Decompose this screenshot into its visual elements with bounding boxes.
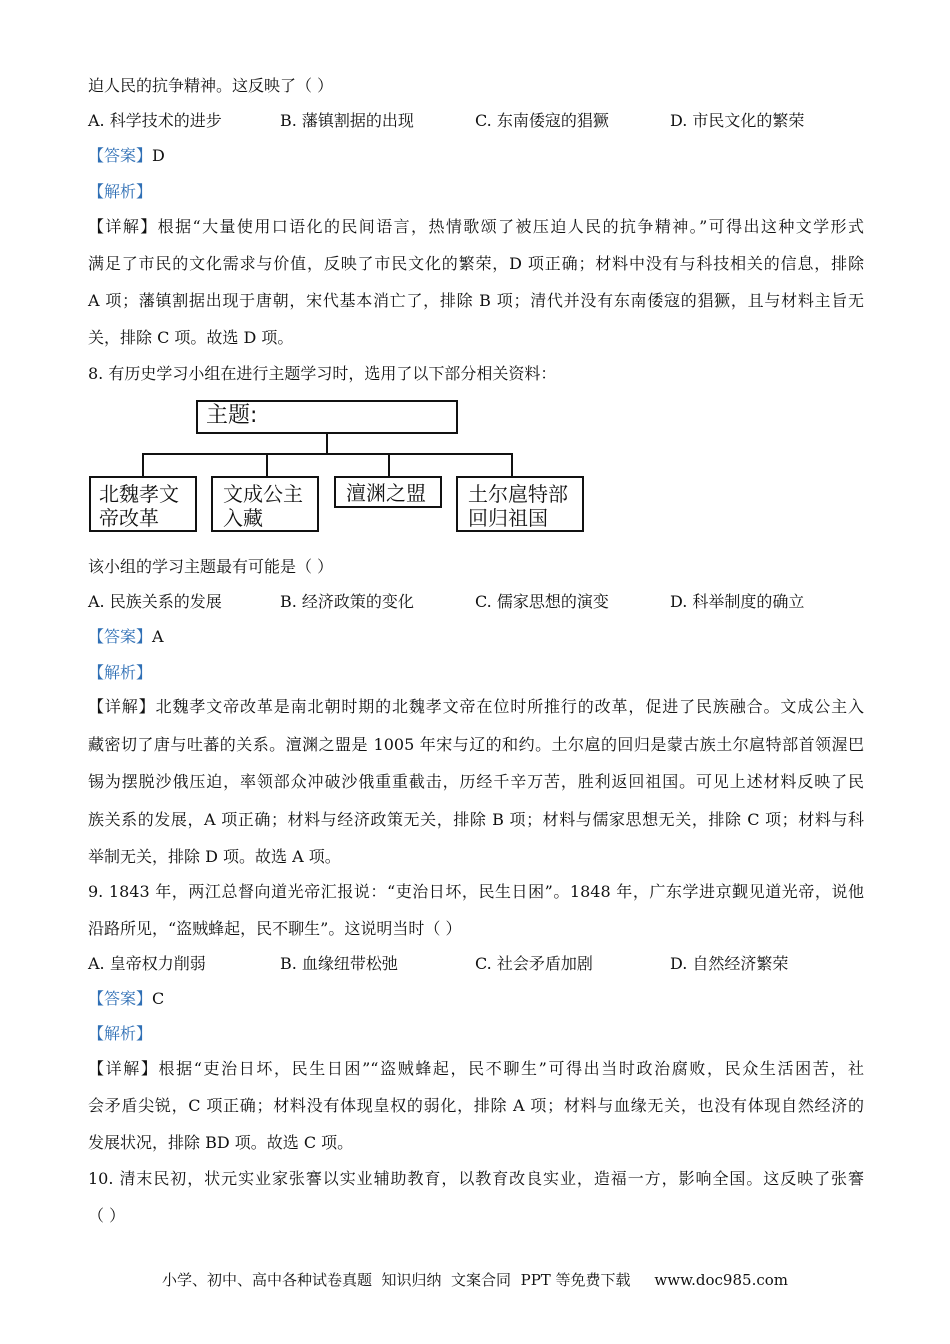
q7-options: [88, 111, 868, 131]
answer-value: D: [152, 146, 165, 165]
q8-answer: [88, 627, 864, 647]
q8-option-c: C. 儒家思想的演变: [475, 592, 609, 611]
detail-tag: 【详解】: [88, 697, 156, 716]
q7-option-c: C. 东南倭寇的猖獗: [475, 111, 609, 130]
q7-option-a: A. 科学技术的进步: [88, 111, 222, 130]
q8-stem: 8. 有历史学习小组在进行主题学习时，选用了以下部分相关资料：: [88, 364, 557, 383]
q7-detail-line-2: 满足了市民的文化需求与价值，反映了市民文化的繁荣，D 项正确；材料中没有与科技相关的信息，排除: [88, 254, 864, 273]
diagram-box-chanyuan-treaty: [334, 476, 442, 508]
q10-stem-line-2: （ ）: [88, 1206, 126, 1225]
q10-stem-line-1: 10. 清末民初，状元实业家张謇以实业辅助教育，以教育改良实业，造福一方，影响全国。这反映了张謇: [88, 1169, 864, 1188]
box-line: 澶渊之盟: [346, 481, 426, 505]
answer-tag: 【答案】: [88, 627, 153, 646]
q7-option-b: B. 藩镇割据的出现: [280, 111, 414, 130]
diagram-connector: [511, 453, 513, 476]
q7-answer: [88, 146, 864, 166]
page-footer: 小学、初中、高中各种试卷真题 知识归纳 文案合同 PPT 等免费下载 www.doc985.com: [161, 1271, 788, 1289]
diagram-box-torghut-return: [456, 476, 584, 532]
q9-answer: [88, 989, 864, 1009]
diagram-connector: [388, 453, 390, 476]
q8-detail-line-1: [88, 697, 864, 717]
q9-option-a: A. 皇帝权力削弱: [88, 954, 206, 973]
answer-value: A: [152, 627, 164, 646]
q7-detail-line-3: A 项；藩镇割据出现于唐朝，宋代基本消亡了，排除 B 项；清代并没有东南倭寇的猖獗，且与材料主旨无: [88, 291, 864, 310]
analysis-tag: 【解析】: [88, 1024, 153, 1043]
answer-tag: 【答案】: [88, 989, 153, 1008]
q9-detail-line-3: 发展状况，排除 BD 项。故选 C 项。: [88, 1133, 354, 1152]
detail-text: 北魏孝文帝改革是南北朝时期的北魏孝文帝在位时所推行的改革，促进了民族融合。文成公主入: [155, 697, 864, 716]
q9-stem-line-2: 沿路所见，“盗贼蜂起，民不聊生”。这说明当时（ ）: [88, 919, 462, 938]
diagram-box-wencheng-princess: [211, 476, 319, 532]
q8-question: 该小组的学习主题最有可能是（ ）: [88, 557, 334, 576]
q8-option-b: B. 经济政策的变化: [280, 592, 414, 611]
analysis-tag: 【解析】: [88, 663, 153, 682]
q7-analysis-tag: [88, 182, 864, 202]
q9-stem-line-1: 9. 1843 年，两江总督向道光帝汇报说：“吏治日坏，民生日困”。1848 年，广东学进京觐见道光帝，说他: [88, 882, 864, 901]
q8-detail-line-2: 藏密切了唐与吐蕃的关系。澶渊之盟是 1005 年宋与辽的和约。土尔扈的回归是蒙古族土尔扈特部首领渥巴: [88, 735, 864, 754]
diagram-title-box: [196, 400, 458, 434]
detail-tag: 【详解】: [88, 1059, 159, 1078]
diagram-connector: [266, 453, 268, 476]
diagram-title: 主题:: [206, 403, 258, 428]
q7-option-d: D. 市民文化的繁荣: [670, 111, 805, 130]
q8-detail-line-4: 族关系的发展，A 项正确；材料与经济政策无关，排除 B 项；材料与儒家思想无关，排除 C 项；材料与科: [88, 810, 864, 829]
detail-tag: 【详解】: [88, 217, 158, 236]
box-line: 北魏孝文: [99, 482, 179, 506]
q9-option-c: C. 社会矛盾加剧: [475, 954, 593, 973]
q7-stem-end: 迫人民的抗争精神。这反映了（ ）: [88, 76, 334, 95]
q8-analysis-tag: [88, 663, 864, 683]
diagram-connector: [142, 453, 512, 455]
topic-diagram: [88, 396, 588, 536]
q9-detail-line-1: [88, 1059, 864, 1079]
q7-detail-line-1: [88, 217, 864, 237]
diagram-connector: [326, 434, 328, 454]
q7-detail-line-4: 关，排除 C 项。故选 D 项。: [88, 328, 294, 347]
q9-detail-line-2: 会矛盾尖锐，C 项正确；材料没有体现皇权的弱化，排除 A 项；材料与血缘无关，也没有体现自然经济的: [88, 1096, 864, 1115]
box-line: 回归祖国: [468, 506, 548, 530]
diagram-connector: [142, 453, 144, 476]
box-line: 文成公主: [223, 482, 303, 506]
q8-detail-line-3: 锡为摆脱沙俄压迫，率领部众冲破沙俄重重截击，历经千辛万苦，胜利返回祖国。可见上述材料反映了民: [88, 772, 864, 791]
q9-analysis-tag: [88, 1024, 864, 1044]
diagram-box-xiaowen-reform: [89, 476, 197, 532]
detail-text: 根据“吏治日坏，民生日困”“盗贼蜂起，民不聊生”可得出当时政治腐败，民众生活困苦，社: [158, 1059, 864, 1078]
box-line: 入藏: [223, 506, 263, 530]
box-line: 帝改革: [99, 506, 159, 530]
analysis-tag: 【解析】: [88, 182, 153, 201]
q9-options: [88, 954, 868, 974]
q9-option-b: B. 血缘纽带松弛: [280, 954, 398, 973]
answer-value: C: [152, 989, 165, 1008]
box-line: 土尔扈特部: [468, 482, 568, 506]
q9-option-d: D. 自然经济繁荣: [670, 954, 789, 973]
q8-option-d: D. 科举制度的确立: [670, 592, 805, 611]
detail-text: 根据“大量使用口语化的民间语言，热情歌颂了被压迫人民的抗争精神。”可得出这种文学形式: [157, 217, 864, 236]
q8-detail-line-5: 举制无关，排除 D 项。故选 A 项。: [88, 847, 341, 866]
q8-options: [88, 592, 868, 612]
q8-option-a: A. 民族关系的发展: [88, 592, 222, 611]
answer-tag: 【答案】: [88, 146, 153, 165]
